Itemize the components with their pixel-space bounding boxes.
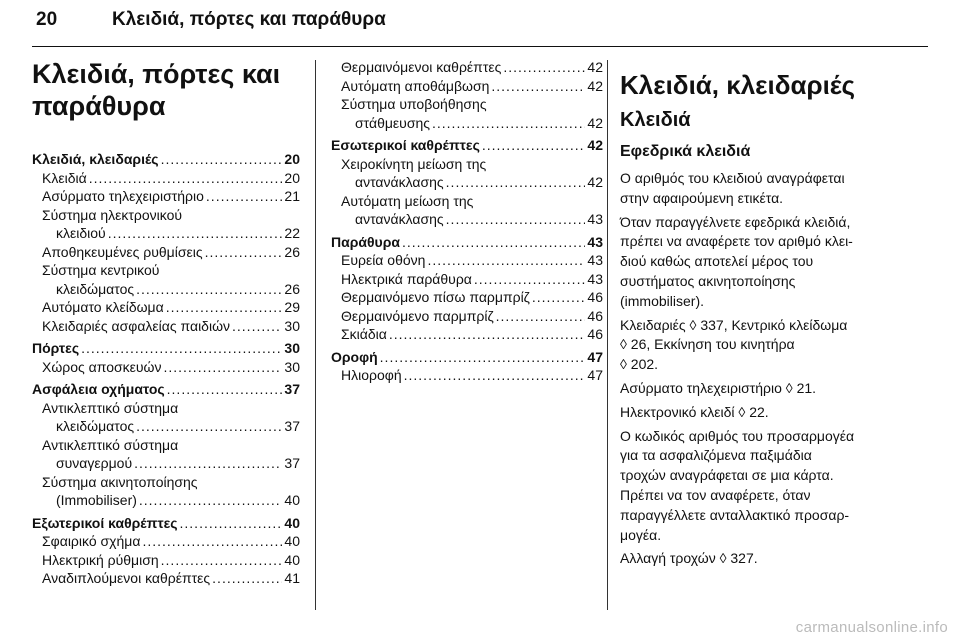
paragraph-line: παραγγέλλετε ανταλλακτικό προσαρ-	[620, 506, 850, 523]
toc-section[interactable]	[32, 514, 300, 533]
chapter-title	[32, 58, 300, 122]
dot-leader	[212, 569, 282, 588]
toc-entry-title: Αυτόματη αποθάμβωση	[341, 77, 490, 94]
dot-leader	[163, 358, 282, 377]
dot-leader	[136, 417, 282, 436]
column-divider	[315, 60, 316, 610]
toc-entry[interactable]	[32, 399, 300, 436]
toc-page-number: 20	[284, 151, 300, 167]
toc-entry-title: Σύστημα κεντρικού	[42, 262, 160, 278]
dot-leader	[142, 532, 282, 551]
toc-page-number: 40	[284, 492, 300, 508]
toc-entry[interactable]	[32, 243, 300, 262]
dot-leader	[136, 280, 282, 299]
toc-page-number: 43	[587, 252, 603, 268]
paragraph-line: στην αφαιρούμενη ετικέτα.	[620, 189, 784, 206]
toc-entry-title: Σύστημα υποβοήθησης	[341, 96, 487, 112]
dot-leader	[108, 224, 283, 243]
toc-page-number: 30	[284, 358, 300, 375]
toc-page-number: 29	[284, 299, 300, 315]
dot-leader	[89, 169, 283, 188]
paragraph-line: Κλειδαριές ◊ 337, Κεντρικό κλείδωμα	[620, 316, 848, 333]
dot-leader	[167, 380, 283, 399]
dot-leader	[496, 307, 586, 326]
paragraph	[620, 169, 920, 209]
paragraph-line: Ο αριθμός του κλειδιού αναγράφεται	[620, 170, 845, 186]
dot-leader	[389, 325, 586, 344]
page-number: 20	[36, 9, 58, 30]
dot-leader	[205, 243, 283, 262]
toc-page-number: 42	[587, 137, 603, 153]
toc-page-number: 37	[284, 455, 300, 471]
toc-page-number: 46	[587, 307, 603, 324]
dot-leader	[402, 233, 585, 252]
dot-leader	[404, 366, 586, 385]
chapter-title-line: παράθυρα	[32, 91, 166, 121]
toc-entry[interactable]	[32, 551, 300, 570]
toc-entry-title: συναγερμού	[56, 455, 133, 471]
dot-leader	[503, 58, 585, 77]
dot-leader	[474, 270, 586, 289]
toc-section[interactable]	[32, 380, 300, 399]
paragraph-line: Ασύρματο τηλεχειριστήριο ◊ 21.	[620, 379, 817, 396]
toc-entry[interactable]	[331, 307, 603, 326]
toc-entry-title: Θερμαινόμενο παρμπρίζ	[341, 307, 494, 324]
toc-entry-title: κλειδιού	[56, 225, 106, 241]
toc-page-number: 40	[284, 533, 300, 549]
paragraph-line: ◊ 202.	[620, 356, 659, 373]
toc-page-number: 21	[284, 188, 300, 204]
toc-entry-title: Αυτόματο κλείδωμα	[42, 299, 164, 315]
toc-entry[interactable]	[32, 436, 300, 473]
toc-entry[interactable]	[331, 155, 603, 192]
dot-leader	[232, 317, 282, 336]
toc-entry-title: Θερμαινόμενοι καθρέπτες	[341, 59, 502, 75]
toc-page-number: 37	[284, 381, 300, 397]
toc-entry-title: Σύστημα ηλεκτρονικού	[42, 206, 183, 223]
dot-leader	[432, 114, 585, 133]
toc-entry-title: στάθμευσης	[355, 114, 430, 131]
toc-entry-title: Οροφή	[331, 348, 378, 365]
toc-entry[interactable]	[32, 532, 300, 551]
toc-entry[interactable]	[331, 270, 603, 289]
chapter-title-line: Κλειδιά, πόρτες και	[32, 59, 281, 89]
paragraph-line: τροχών αναγράφεται σε μια κάρτα.	[620, 467, 834, 484]
paragraph	[620, 427, 920, 546]
toc-entry[interactable]	[32, 358, 300, 377]
toc-page-number: 26	[284, 243, 300, 260]
toc-entry[interactable]	[331, 251, 603, 270]
dot-leader	[134, 454, 282, 473]
toc-section[interactable]	[32, 339, 300, 358]
toc-entry-title: Αντικλεπτικό σύστημα	[42, 399, 179, 416]
content-column	[620, 58, 920, 573]
toc-entry-title: Αναδιπλούμενοι καθρέπτες	[42, 570, 211, 586]
dot-leader	[446, 173, 586, 192]
toc-page-number: 43	[587, 233, 603, 250]
dot-leader	[380, 348, 586, 367]
paragraph-line: (immobiliser).	[620, 292, 704, 309]
toc-list	[331, 58, 603, 385]
toc-entry-title: κλειδώματος	[56, 418, 135, 434]
watermark: carmanualsonline.info	[795, 619, 948, 636]
toc-entry-title: Αποθηκευμένες ρυθμίσεις	[42, 243, 203, 260]
toc-entry-title: αντανάκλασης	[355, 174, 444, 190]
toc-section[interactable]	[331, 233, 603, 252]
paragraph-line: Ο κωδικός αριθμός του προσαρμογέα	[620, 427, 855, 444]
toc-entry[interactable]	[32, 569, 300, 588]
dot-leader	[491, 77, 585, 96]
toc-page-number: 26	[284, 280, 300, 297]
paragraph	[620, 213, 920, 312]
toc-entry-title: Παράθυρα	[331, 233, 400, 250]
toc-page-number: 43	[587, 270, 603, 287]
toc-page-number: 46	[587, 289, 603, 305]
paragraph-line: ◊ 26, Εκκίνηση του κινητήρα	[620, 336, 795, 353]
section-heading: Κλειδιά, κλειδαριές	[620, 70, 856, 100]
paragraph-line: πρέπει να αναφέρετε τον αριθμό κλει-	[620, 233, 853, 250]
toc-entry-title: αντανάκλασης	[355, 211, 444, 227]
toc-entry[interactable]	[32, 169, 300, 188]
toc-entry-title: Σύστημα ακινητοποίησης	[42, 473, 198, 490]
toc-section[interactable]	[32, 150, 300, 169]
paragraph-line: Πρέπει να τον αναφέρετε, όταν	[620, 486, 811, 503]
paragraph-line: Όταν παραγγέλνετε εφεδρικά κλειδιά,	[620, 213, 851, 230]
paragraph	[620, 549, 920, 569]
toc-entry[interactable]	[331, 366, 603, 385]
toc-entry-title: Αντικλεπτικό σύστημα	[42, 436, 179, 453]
toc-entry[interactable]	[331, 95, 603, 132]
dot-leader	[139, 491, 283, 510]
toc-entry-title: Θερμαινόμενο πίσω παρμπρίζ	[341, 289, 530, 305]
subsection-heading: Κλειδιά	[620, 109, 691, 131]
toc-list	[32, 150, 300, 588]
paragraph-line: διού καθώς αποτελεί μέρος του	[620, 253, 814, 270]
toc-entry-title: Ασφάλεια οχήματος	[32, 381, 165, 397]
paragraph	[620, 403, 920, 423]
paragraph	[620, 316, 920, 375]
toc-entry-title: Ασύρματο τηλεχειριστήριο	[42, 188, 204, 204]
dot-leader	[446, 210, 586, 229]
toc-entry-title: Ηλεκτρικά παράθυρα	[341, 270, 472, 287]
toc-page-number: 40	[284, 551, 300, 568]
dot-leader	[161, 551, 283, 570]
dot-leader	[206, 187, 283, 206]
toc-entry-title: Ηλεκτρική ρύθμιση	[42, 551, 159, 568]
dot-leader	[166, 298, 283, 317]
column-divider	[607, 60, 608, 610]
toc-entry-title: Κλειδιά	[42, 169, 87, 186]
toc-page-number: 43	[587, 211, 603, 227]
running-title: Κλειδιά, πόρτες και παράθυρα	[112, 9, 386, 30]
toc-column-2	[331, 58, 603, 385]
toc-page-number: 42	[587, 174, 603, 190]
toc-page-number: 42	[587, 114, 603, 131]
toc-entry-title: Εξωτερικοί καθρέπτες	[32, 514, 178, 531]
toc-entry[interactable]	[32, 261, 300, 298]
dot-leader	[180, 514, 283, 533]
toc-entry-title: Εσωτερικοί καθρέπτες	[331, 137, 480, 153]
toc-column-1	[32, 58, 300, 588]
paragraph-line: μογέα.	[620, 526, 662, 543]
toc-entry-title: κλειδώματος	[56, 280, 135, 297]
toc-page-number: 22	[284, 225, 300, 241]
toc-entry-title: Χειροκίνητη μείωση της	[341, 155, 487, 172]
toc-page-number: 47	[587, 367, 603, 383]
toc-entry[interactable]	[331, 77, 603, 96]
running-header	[32, 4, 928, 44]
body-text	[620, 169, 920, 569]
toc-entry-title: Ηλιοροφή	[341, 367, 402, 383]
toc-entry[interactable]	[32, 206, 300, 243]
paragraph-line: Αλλαγή τροχών ◊ 327.	[620, 550, 758, 567]
toc-page-number: 41	[284, 570, 300, 586]
toc-entry-title: (Immobiliser)	[56, 492, 137, 508]
toc-entry[interactable]	[331, 58, 603, 77]
toc-entry-title: Αυτόματη μείωση της	[341, 192, 474, 209]
paragraph-line: Ηλεκτρονικό κλειδί ◊ 22.	[620, 403, 769, 420]
paragraph-line: συστήματος ακινητοποίησης	[620, 272, 796, 289]
toc-entry-title: Κλειδιά, κλειδαριές	[32, 151, 159, 167]
toc-page-number: 46	[587, 326, 603, 342]
toc-page-number: 30	[284, 340, 300, 356]
dot-leader	[532, 288, 586, 307]
toc-page-number: 20	[284, 169, 300, 186]
toc-entry-title: Πόρτες	[32, 340, 80, 356]
toc-page-number: 42	[587, 59, 603, 75]
toc-page-number: 37	[284, 418, 300, 434]
toc-page-number: 30	[284, 317, 300, 334]
paragraph	[620, 379, 920, 399]
topic-heading: Εφεδρικά κλειδιά	[620, 143, 751, 160]
toc-entry[interactable]	[32, 187, 300, 206]
toc-entry-title: Σφαιρικό σχήμα	[42, 533, 141, 549]
header-rule	[32, 46, 928, 47]
toc-entry[interactable]	[32, 298, 300, 317]
dot-leader	[161, 150, 283, 169]
toc-entry-title: Κλειδαριές ασφαλείας παιδιών	[42, 317, 231, 334]
dot-leader	[482, 136, 586, 155]
toc-entry[interactable]	[32, 317, 300, 336]
toc-page-number: 47	[587, 348, 603, 365]
toc-entry[interactable]	[331, 192, 603, 229]
paragraph-line: για τα ασφαλιζόμενα παξιμάδια	[620, 447, 812, 464]
toc-entry[interactable]	[32, 473, 300, 510]
toc-entry-title: Σκιάδια	[341, 326, 387, 342]
toc-section[interactable]	[331, 348, 603, 367]
toc-page-number: 42	[587, 77, 603, 94]
toc-entry[interactable]	[331, 325, 603, 344]
toc-page-number: 40	[284, 514, 300, 531]
dot-leader	[81, 339, 282, 358]
toc-entry-title: Ευρεία οθόνη	[341, 252, 426, 268]
dot-leader	[427, 251, 585, 270]
toc-section[interactable]	[331, 136, 603, 155]
toc-entry-title: Χώρος αποσκευών	[42, 358, 162, 375]
toc-entry[interactable]	[331, 288, 603, 307]
